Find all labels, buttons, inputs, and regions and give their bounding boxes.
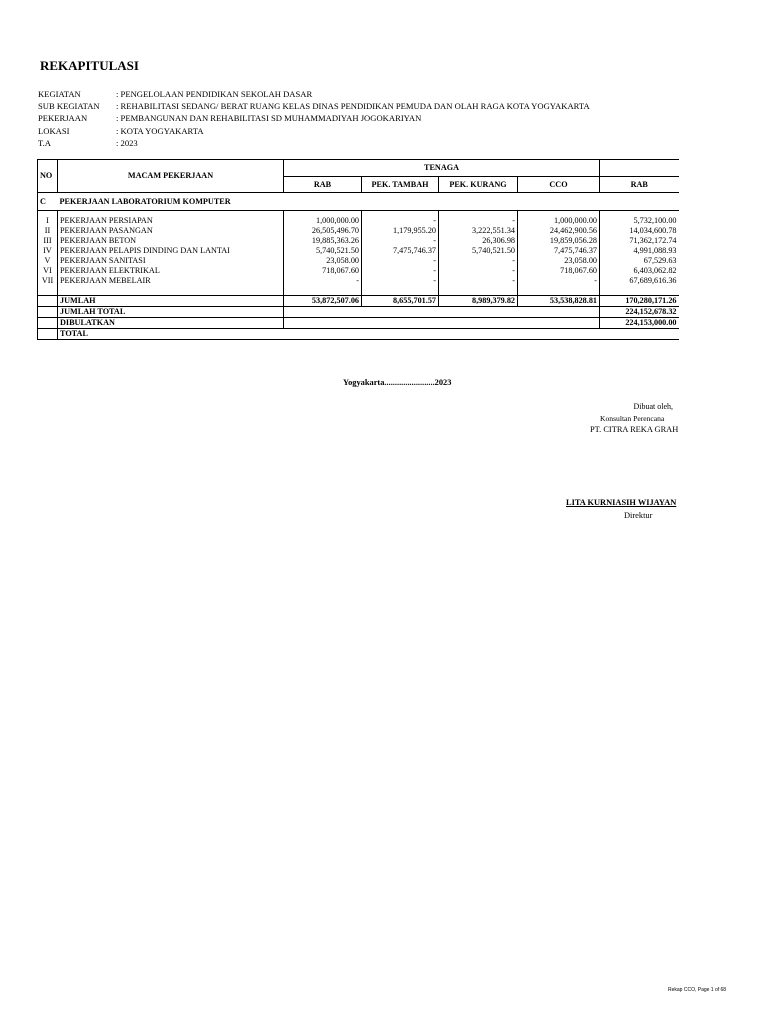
cell-rab: 1,000,000.00 bbox=[284, 216, 362, 226]
cell-rab-2: 6,403,062.82 bbox=[633, 265, 677, 275]
cell-kurang: 5,740,521.50 bbox=[439, 246, 518, 256]
info-value: : 2023 bbox=[116, 137, 138, 148]
jumlah-cco: 53,538,828.81 bbox=[518, 296, 600, 307]
cell-rab: 26,505,496.70 bbox=[284, 226, 362, 236]
jumlah-kurang: 8,989,379.82 bbox=[439, 296, 518, 307]
col-header-cco: CCO bbox=[518, 177, 600, 193]
total-row bbox=[38, 329, 679, 340]
cell-cco: 23,058.00 bbox=[518, 256, 600, 266]
info-row-lokasi bbox=[38, 125, 590, 137]
info-value: : PEMBANGUNAN DAN REHABILITASI SD MUHAMMADIYAH JOGOKARIYAN bbox=[116, 113, 422, 124]
dibulatkan-label: DIBULATKAN bbox=[58, 318, 284, 329]
cell-cco: 19,859,056.28 bbox=[518, 236, 600, 246]
section-code: C bbox=[38, 193, 58, 211]
info-label: LOKASI bbox=[38, 125, 70, 136]
info-value: : KOTA YOGYAKARTA bbox=[116, 125, 204, 136]
cell-rab: - bbox=[284, 276, 362, 286]
col-header-rab-2: RAB bbox=[600, 177, 679, 193]
page-number: Rekap CCO, Page 1 of 68 bbox=[668, 987, 727, 993]
signer-position: Direktur bbox=[624, 511, 653, 520]
cell-kurang: - bbox=[439, 216, 518, 226]
cell-rab-2: 5,732,100.00 bbox=[633, 215, 677, 225]
row-no: V bbox=[38, 256, 58, 266]
row-name: PEKERJAAN ELEKTRIKAL bbox=[58, 266, 284, 276]
row-name: PEKERJAAN PERSIAPAN bbox=[58, 216, 284, 226]
table-row bbox=[38, 246, 679, 256]
cell-cco: 718,067.60 bbox=[518, 266, 600, 276]
row-no: III bbox=[38, 236, 58, 246]
jumlah-rab-2: 170,280,171.26 bbox=[600, 296, 679, 307]
info-row-ta bbox=[38, 137, 590, 149]
company-name: PT. CITRA REKA GRAH bbox=[590, 425, 679, 434]
cell-cco: 24,462,900.56 bbox=[518, 226, 600, 236]
cell-rab-2: 67,529.63 bbox=[643, 255, 677, 265]
jumlah-total-value: 224,152,678.32 bbox=[600, 307, 679, 318]
jumlah-rab: 53,872,507.06 bbox=[284, 296, 362, 307]
cell-tambah: 1,179,955.20 bbox=[362, 226, 439, 236]
signer-name: LITA KURNIASIH WIJAYAN bbox=[566, 498, 677, 507]
place-date: Yogyakarta........................2023 bbox=[343, 378, 452, 387]
cell-rab: 19,885,363.26 bbox=[284, 236, 362, 246]
row-no: VI bbox=[38, 266, 58, 276]
cell-kurang: - bbox=[439, 256, 518, 266]
info-label: T.A bbox=[38, 137, 51, 148]
cell-rab: 23,058.00 bbox=[284, 256, 362, 266]
section-name: PEKERJAAN LABORATORIUM KOMPUTER bbox=[58, 193, 679, 211]
col-header-rab: RAB bbox=[284, 177, 362, 193]
cell-tambah: - bbox=[362, 236, 439, 246]
info-label: KEGIATAN bbox=[38, 89, 81, 99]
cell-kurang: 3,222,551.34 bbox=[439, 226, 518, 236]
row-no: VII bbox=[38, 276, 58, 286]
cell-tambah: - bbox=[362, 216, 439, 226]
jumlah-total-row bbox=[38, 307, 679, 318]
col-header-no: NO bbox=[38, 160, 58, 193]
jumlah-tambah: 8,655,701.57 bbox=[362, 296, 439, 307]
made-by: Dibuat oleh, bbox=[633, 402, 673, 411]
consultant-role: Konsultan Perencana bbox=[600, 414, 665, 423]
dibulatkan-value: 224,153,000.00 bbox=[600, 318, 679, 329]
row-no: IV bbox=[38, 246, 58, 256]
cell-tambah: - bbox=[362, 276, 439, 286]
row-name: PEKERJAAN MEBELAIR bbox=[58, 276, 284, 286]
table-row bbox=[38, 256, 679, 266]
cell-kurang: - bbox=[439, 276, 518, 286]
info-row-kegiatan bbox=[38, 88, 590, 100]
cell-cco: 1,000,000.00 bbox=[518, 216, 600, 226]
table-row bbox=[38, 216, 679, 226]
cell-rab-2: 14,034,600.78 bbox=[629, 225, 677, 235]
dibulatkan-row bbox=[38, 318, 679, 329]
row-name: PEKERJAAN SANITASI bbox=[58, 256, 284, 266]
info-label: PEKERJAAN bbox=[38, 113, 88, 124]
cell-rab-2: 4,991,088.93 bbox=[633, 245, 677, 255]
cell-kurang: 26,306.98 bbox=[439, 236, 518, 246]
col-group-tenaga: TENAGA bbox=[284, 160, 600, 177]
info-row-sub-kegiatan bbox=[38, 100, 590, 112]
cell-rab: 5,740,521.50 bbox=[284, 246, 362, 256]
col-header-pek-tambah: PEK. TAMBAH bbox=[362, 177, 439, 193]
jumlah-label: JUMLAH bbox=[58, 296, 284, 307]
col-header-pek-kurang: PEK. KURANG bbox=[439, 177, 518, 193]
col-group-empty bbox=[600, 160, 679, 177]
cell-tambah: 7,475,746.37 bbox=[362, 246, 439, 256]
cell-tambah: - bbox=[362, 256, 439, 266]
cell-cco: 7,475,746.37 bbox=[518, 246, 600, 256]
project-info bbox=[38, 88, 590, 149]
cell-tambah: - bbox=[362, 266, 439, 276]
info-row-pekerjaan bbox=[38, 112, 590, 124]
jumlah-total-label: JUMLAH TOTAL bbox=[58, 307, 284, 318]
cell-rab-2: 67,689,616.36 bbox=[629, 275, 677, 285]
info-value: : REHABILITASI SEDANG/ BERAT RUANG KELAS DINAS PENDIDIKAN PEMUDA DAN OLAH RAGA KOTA YOGYAKARTA bbox=[116, 101, 590, 112]
cell-rab: 718,067.60 bbox=[284, 266, 362, 276]
row-name: PEKERJAAN PELAPIS DINDING DAN LANTAI bbox=[58, 246, 284, 256]
row-name: PEKERJAAN PASANGAN bbox=[58, 226, 284, 236]
col-header-macam-pekerjaan: MACAM PEKERJAAN bbox=[58, 160, 284, 193]
table-row bbox=[38, 276, 679, 286]
cell-rab-2: 71,362,172.74 bbox=[629, 235, 677, 245]
table-row bbox=[38, 266, 679, 276]
page-title: REKAPITULASI bbox=[40, 58, 139, 73]
row-no: II bbox=[38, 226, 58, 236]
cell-cco: - bbox=[518, 276, 600, 286]
table-row bbox=[38, 236, 679, 246]
recap-table bbox=[37, 159, 679, 340]
table-row bbox=[38, 226, 679, 236]
cell-kurang: - bbox=[439, 266, 518, 276]
info-label: SUB KEGIATAN bbox=[38, 101, 100, 112]
info-value: : PENGELOLAAN PENDIDIKAN SEKOLAH DASAR bbox=[116, 89, 313, 99]
row-no: I bbox=[38, 216, 58, 226]
jumlah-row bbox=[38, 296, 679, 307]
row-name: PEKERJAAN BETON bbox=[58, 236, 284, 246]
total-label: TOTAL bbox=[58, 329, 284, 340]
